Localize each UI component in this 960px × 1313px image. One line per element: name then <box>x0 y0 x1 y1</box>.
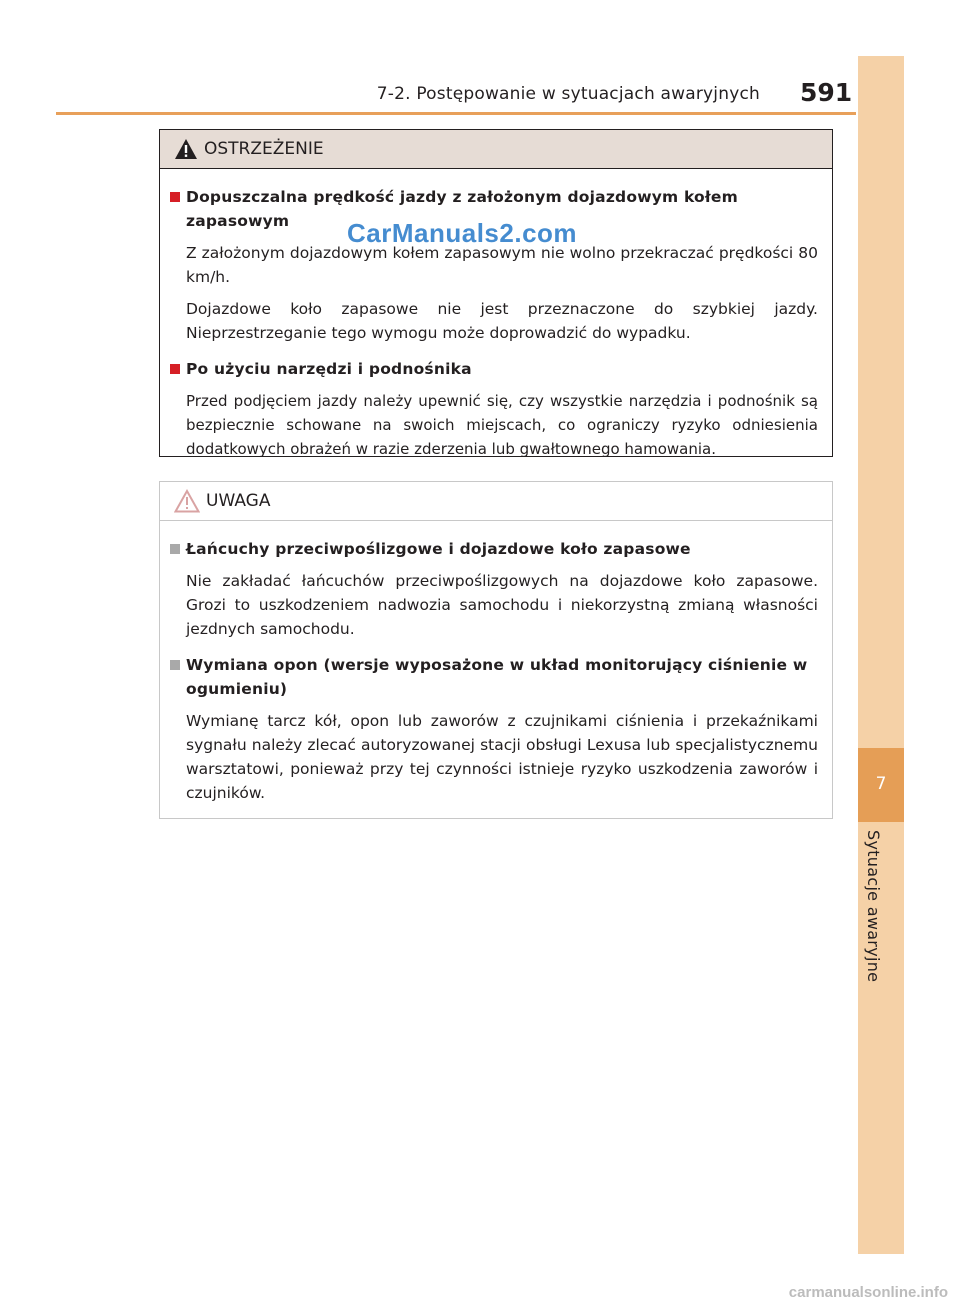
header-rule <box>56 112 856 115</box>
warning-triangle-icon <box>174 138 198 160</box>
paragraph: Dojazdowe koło zapasowe nie jest przeznaczone do szybkiej jazdy. Nieprzestrzeganie tego wymogu może doprowadzić do wypadku. <box>186 300 818 342</box>
paragraph: Z założonym dojazdowym kołem zapasowym nie wolno przekraczać prędkości 80 km/h. <box>186 244 818 286</box>
paragraph: Przed podjęciem jazdy należy upewnić się, czy wszystkie narzędzia i podnośnik są bezpiecznie schowane na swoich miejscach, co ograniczy ryzyko odniesienia dodatkowych obrażeń w razie zderzenia lub gwałtownego hamowania. <box>186 392 818 458</box>
paragraph: Wymianę tarcz kół, opon lub zaworów z czujnikami ciśnienia i przekaźnikami sygnału należy zlecać autoryzowanej stacji obsługi Lexusa lub specjalistycznemu warsztatowi, ponieważ przy tej czynności istnieje ryzyko uszkodzenia zaworów i czujników. <box>186 712 818 802</box>
notice-title: UWAGA <box>206 491 271 511</box>
section-title: 7-2. Postępowanie w sytuacjach awaryjnych <box>376 84 760 104</box>
caution-triangle-icon <box>174 489 200 513</box>
watermark-carmanuals2: CarManuals2.com <box>347 218 578 248</box>
heading-text: Łańcuchy przeciwpoślizgowe i dojazdowe koło zapasowe <box>186 540 691 558</box>
heading-text: Po użyciu narzędzi i podnośnika <box>186 360 472 378</box>
bullet-square-icon <box>170 660 180 670</box>
heading-text: Wymiana opon (wersje wyposażone w układ monitorujący ciśnienie w ogumieniu) <box>186 656 808 698</box>
notice-item-heading <box>170 537 818 561</box>
bullet-square-icon <box>170 544 180 554</box>
warning-box <box>159 129 833 457</box>
paragraph: Nie zakładać łańcuchów przeciwpoślizgowych na dojazdowe koło zapasowe. Grozi to uszkodzeniem nadwozia samochodu i niekorzystną zmianą własności jezdnych samochodu. <box>186 572 818 638</box>
warning-item-heading <box>170 357 818 381</box>
watermark-carmanualsonline: carmanualsonline.info <box>788 1284 948 1301</box>
page-number: 591 <box>800 78 853 107</box>
warning-header <box>160 130 832 169</box>
chapter-label: Sytuacje awaryjne <box>864 830 883 983</box>
heading-text: Dopuszczalna prędkość jazdy z założonym dojazdowym kołem zapasowym <box>186 188 738 230</box>
notice-item-heading <box>170 653 818 701</box>
chapter-side-tab <box>858 56 904 1254</box>
chapter-number: 7 <box>875 774 887 794</box>
warning-title: OSTRZEŻENIE <box>204 139 324 159</box>
notice-box <box>159 481 833 819</box>
bullet-square-icon <box>170 364 180 374</box>
notice-header <box>160 482 832 521</box>
bullet-square-icon <box>170 192 180 202</box>
